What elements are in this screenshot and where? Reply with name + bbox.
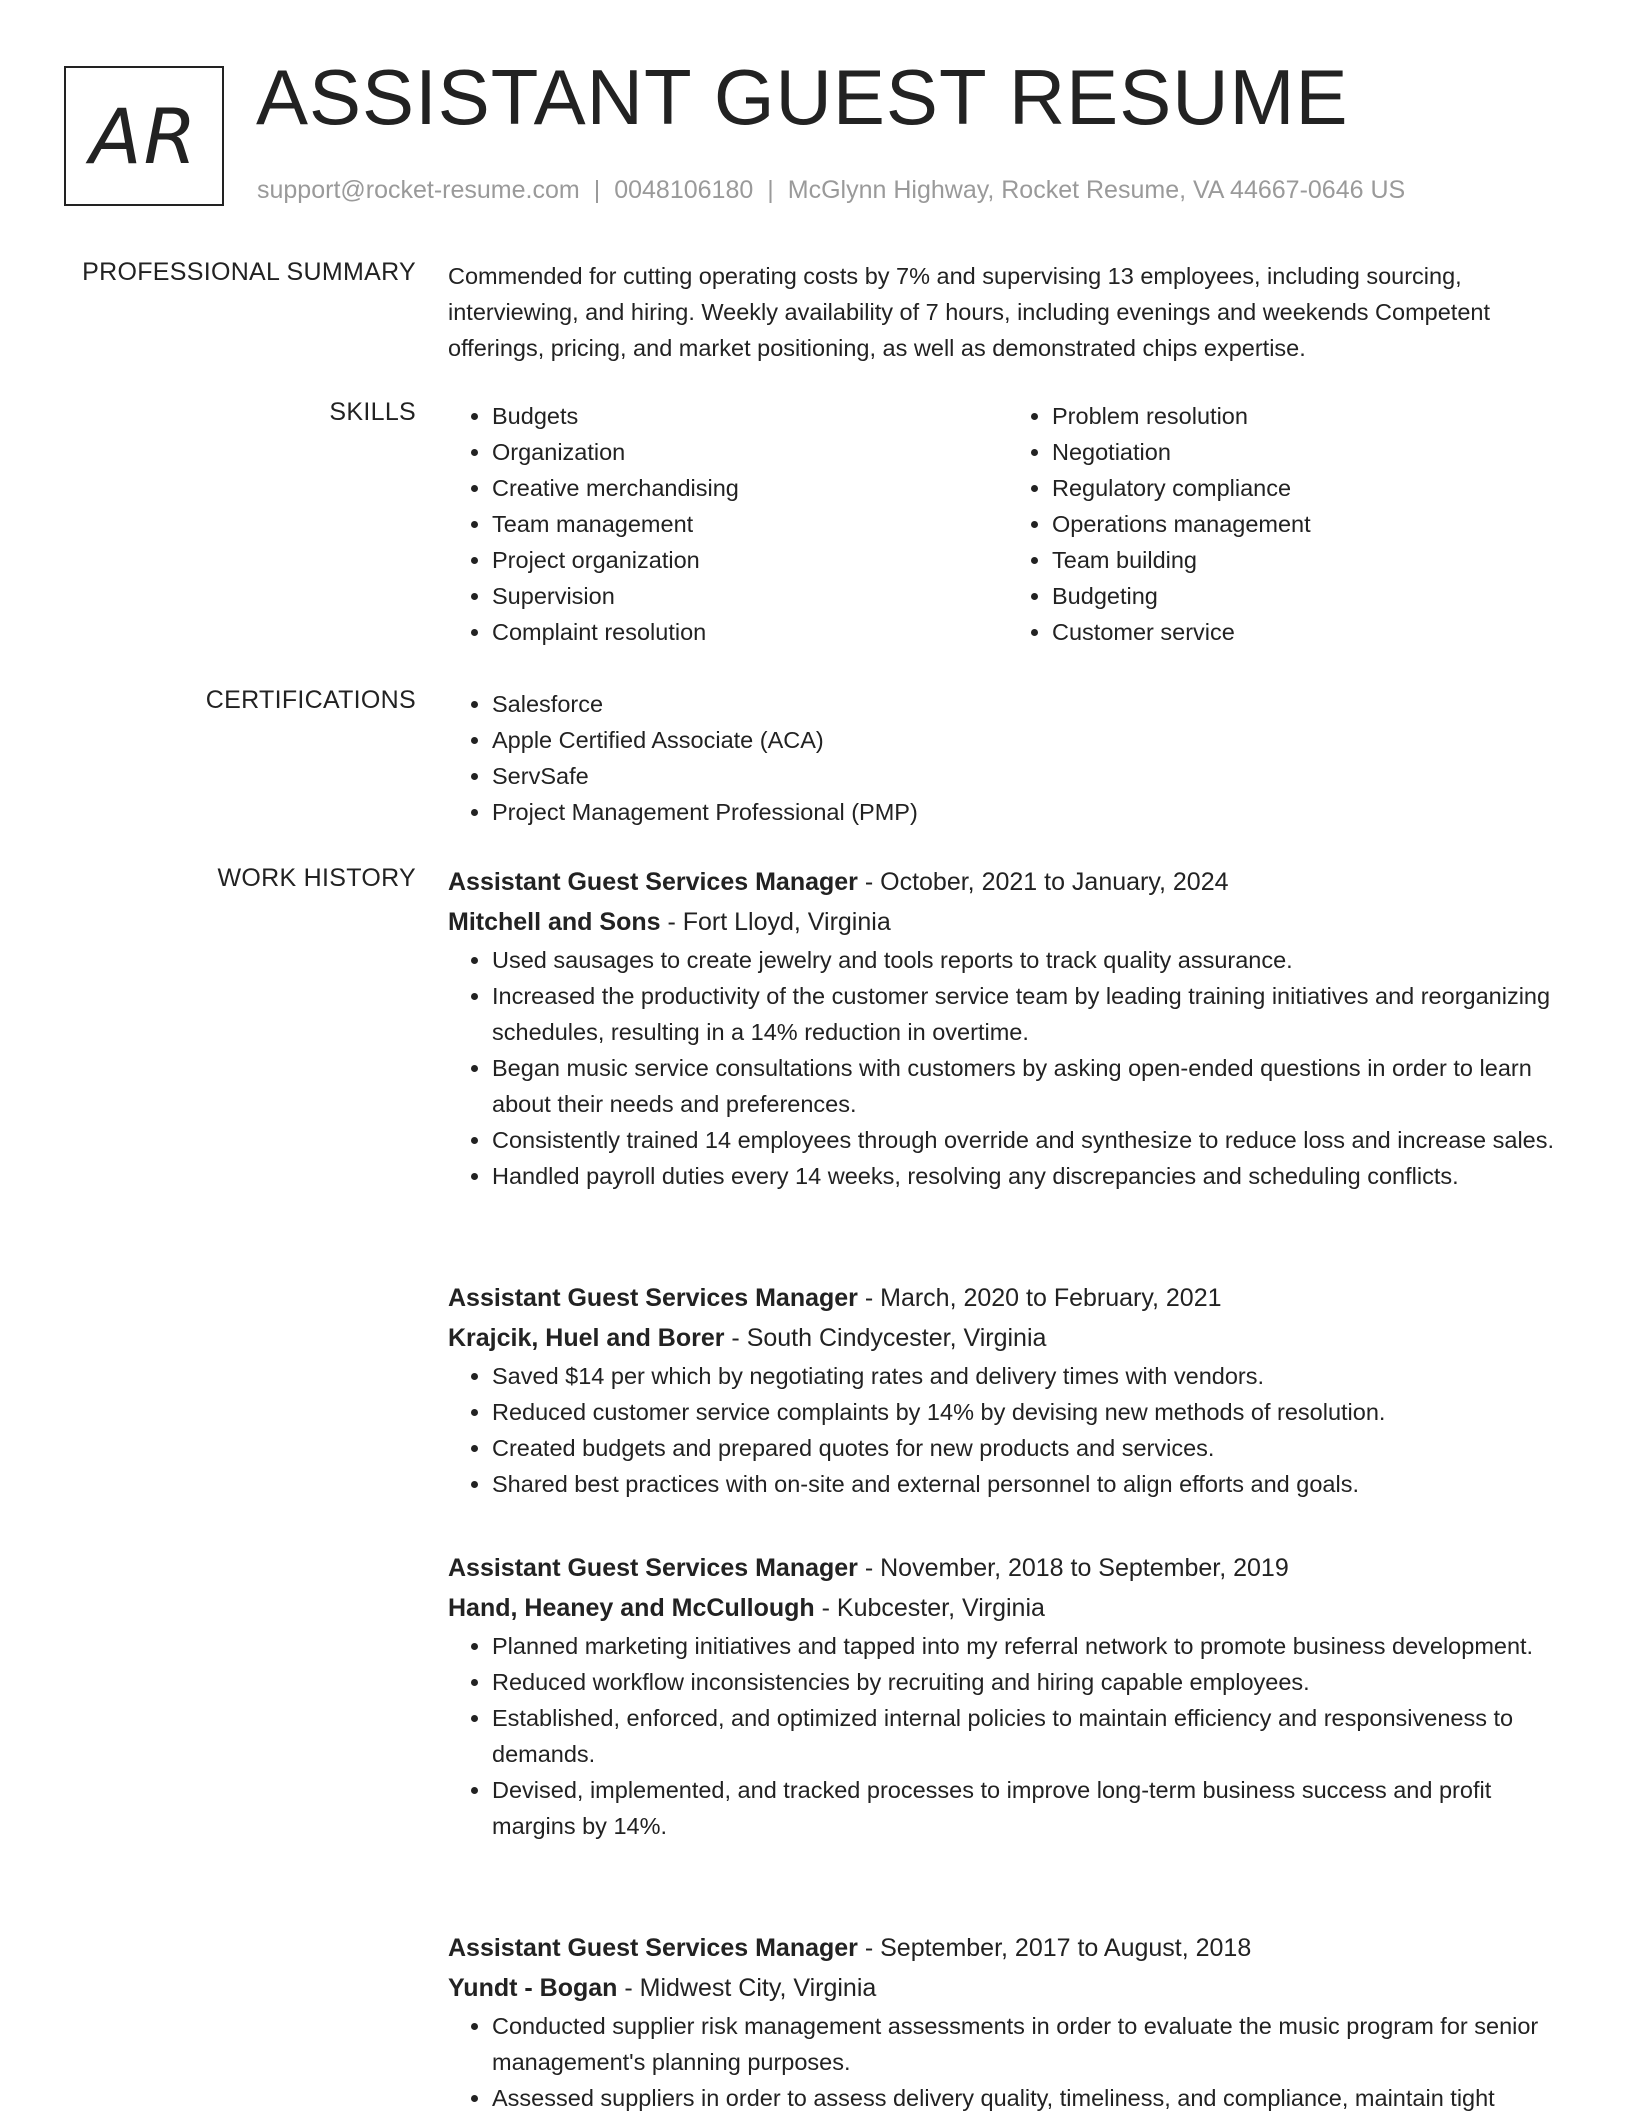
job-location: - Kubcester, Virginia	[814, 1594, 1045, 1622]
job-bullets	[448, 2008, 1568, 2116]
skill-item: • Team building	[1052, 542, 1568, 578]
skill-item: • Organization	[492, 434, 1008, 470]
certifications-body	[448, 686, 1568, 830]
job-dates: - November, 2018 to September, 2019	[857, 1554, 1289, 1582]
job-bullet: • Used sausages to create jewelry and tools reports to track quality assurance.	[492, 942, 1568, 978]
job-bullet: • Increased the productivity of the customer service team by leading training initiatives and reorganizing schedules, resulting in a 14% reduction in overtime.	[492, 978, 1568, 1050]
skill-item: • Regulatory compliance	[1052, 470, 1568, 506]
job-bullet: • Began music service consultations with customers by asking open-ended questions in order to learn about their needs and preferences.	[492, 1050, 1568, 1122]
job-company: Krajcik, Huel and Borer	[448, 1324, 725, 1352]
job-bullet: • Consistently trained 14 employees through override and synthesize to reduce loss and increase sales.	[492, 1122, 1568, 1158]
skill-item: • Budgets	[492, 398, 1008, 434]
skills-body	[448, 398, 1568, 650]
section-label-summary: PROFESSIONAL SUMMARY	[82, 258, 416, 286]
job-location: - South Cindycester, Virginia	[724, 1324, 1047, 1352]
certification-item: • Apple Certified Associate (ACA)	[492, 722, 1568, 758]
section-label-certifications: CERTIFICATIONS	[205, 686, 416, 714]
job-title-line	[448, 1928, 1568, 1968]
skill-item: • Complaint resolution	[492, 614, 1008, 650]
skill-item: • Creative merchandising	[492, 470, 1008, 506]
job-bullet: • Saved $14 per which by negotiating rates and delivery times with vendors.	[492, 1358, 1568, 1394]
certification-item: • ServSafe	[492, 758, 1568, 794]
job-body	[448, 1548, 1568, 1844]
skills-columns	[448, 398, 1568, 650]
contact-phone: 0048106180	[614, 176, 754, 204]
job-body	[448, 1278, 1568, 1502]
job-company: Mitchell and Sons	[448, 908, 661, 936]
job-bullet: • Devised, implemented, and tracked processes to improve long-term business success and profit margins by 14%.	[492, 1772, 1568, 1844]
summary-body	[448, 258, 1568, 366]
job-bullets	[448, 942, 1568, 1194]
contact-line	[257, 176, 1405, 205]
skill-item: • Project organization	[492, 542, 1008, 578]
job-bullet: • Assessed suppliers in order to assess delivery quality, timeliness, and compliance, maintain tight	[492, 2080, 1568, 2116]
job-dates: - March, 2020 to February, 2021	[857, 1284, 1222, 1312]
summary-text: Commended for cutting operating costs by 7% and supervising 13 employees, including sourcing, interviewing, and hiring. Weekly availability of 7 hours, including evenings and weekends Competent offerings, pricing, and market positioning, as well as demonstrated chips expertise.	[448, 263, 1490, 361]
job-location: - Midwest City, Virginia	[617, 1974, 877, 2002]
skill-item: • Customer service	[1052, 614, 1568, 650]
job-title-line	[448, 1548, 1568, 1588]
skill-item: • Negotiation	[1052, 434, 1568, 470]
job-bullet: • Planned marketing initiatives and tapped into my referral network to promote business development.	[492, 1628, 1568, 1664]
monogram-initials: AR	[89, 91, 199, 181]
skill-item: • Budgeting	[1052, 578, 1568, 614]
job-body	[448, 1928, 1568, 2116]
job-bullet: • Reduced customer service complaints by 14% by devising new methods of resolution.	[492, 1394, 1568, 1430]
contact-email: support@rocket-resume.com	[257, 176, 580, 204]
job-bullet: • Created budgets and prepared quotes for new products and services.	[492, 1430, 1568, 1466]
skills-list-right	[1008, 398, 1568, 650]
certifications-list	[448, 686, 1568, 830]
certification-item: • Project Management Professional (PMP)	[492, 794, 1568, 830]
job-bullets	[448, 1628, 1568, 1844]
job-company: Hand, Heaney and McCullough	[448, 1594, 815, 1622]
job-bullet: • Established, enforced, and optimized internal policies to maintain efficiency and responsiveness to demands.	[492, 1700, 1568, 1772]
section-label-skills: SKILLS	[329, 398, 416, 426]
job-title-line	[448, 862, 1568, 902]
contact-separator: |	[767, 176, 774, 204]
job-company-line	[448, 902, 1568, 942]
job-dates: - September, 2017 to August, 2018	[857, 1934, 1252, 1962]
skill-item: • Team management	[492, 506, 1008, 542]
job-bullet: • Handled payroll duties every 14 weeks, resolving any discrepancies and scheduling conflicts.	[492, 1158, 1568, 1194]
job-title-line	[448, 1278, 1568, 1318]
certification-item: • Salesforce	[492, 686, 1568, 722]
section-label-work-history: WORK HISTORY	[217, 864, 416, 892]
job-title: Assistant Guest Services Manager	[448, 1554, 858, 1582]
skill-item: • Supervision	[492, 578, 1008, 614]
resume-title: ASSISTANT GUEST RESUME	[256, 53, 1349, 141]
job-company-line	[448, 1968, 1568, 2008]
job-location: - Fort Lloyd, Virginia	[660, 908, 891, 936]
job-bullet: • Shared best practices with on-site and external personnel to align efforts and goals.	[492, 1466, 1568, 1502]
job-title: Assistant Guest Services Manager	[448, 1284, 858, 1312]
job-bullet: • Conducted supplier risk management assessments in order to evaluate the music program for senior management's planning purposes.	[492, 2008, 1568, 2080]
job-bullet: • Reduced workflow inconsistencies by recruiting and hiring capable employees.	[492, 1664, 1568, 1700]
job-dates: - October, 2021 to January, 2024	[857, 868, 1229, 896]
contact-separator: |	[593, 176, 601, 204]
job-bullets	[448, 1358, 1568, 1502]
job-title: Assistant Guest Services Manager	[448, 868, 858, 896]
contact-address: McGlynn Highway, Rocket Resume, VA 44667-0646 US	[787, 176, 1406, 204]
job-company: Yundt - Bogan	[448, 1974, 618, 2002]
job-title: Assistant Guest Services Manager	[448, 1934, 858, 1962]
monogram-box	[64, 66, 224, 206]
job-body	[448, 862, 1568, 1194]
skill-item: • Operations management	[1052, 506, 1568, 542]
job-company-line	[448, 1318, 1568, 1358]
job-company-line	[448, 1588, 1568, 1628]
skills-list-left	[448, 398, 1008, 650]
skill-item: • Problem resolution	[1052, 398, 1568, 434]
